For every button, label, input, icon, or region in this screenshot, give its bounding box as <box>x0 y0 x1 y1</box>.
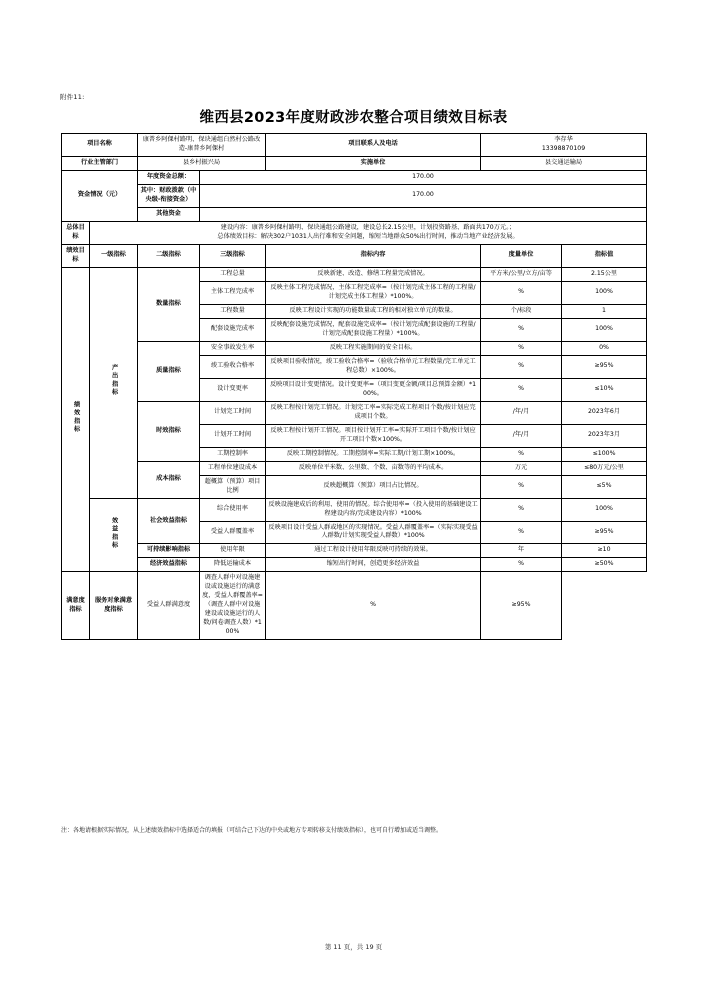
indicator-value: 100% <box>562 498 647 521</box>
indicator-content: 反映设施建成后的利用、使用的情况。综合使用率=（投入使用的基础建设工程建设内容/完成建设内容）*100% <box>266 498 481 521</box>
level2-cost-label: 成本指标 <box>138 461 200 498</box>
indicator-content: 反映工程按计划开工情况。项目按计划开工率=实际开工项目个数/按计划应开工项目个数×100%。 <box>266 424 481 447</box>
contact-phone: 13398870109 <box>541 144 586 152</box>
indicator-value: 100% <box>562 281 647 304</box>
indicator-unit: /年/月 <box>481 401 562 424</box>
indicator-unit: 万元 <box>481 461 562 475</box>
indicator-unit: % <box>481 498 562 521</box>
level3-label: 受益人群覆盖率 <box>200 521 266 544</box>
indicator-unit: % <box>481 318 562 341</box>
level3-label: 主体工程完成率 <box>200 281 266 304</box>
funds-label: 资金情况（元） <box>62 170 138 221</box>
level2-quality-label: 质量指标 <box>138 341 200 401</box>
indicator-unit: % <box>481 355 562 378</box>
page-footer: 第 11 页，共 19 页 <box>324 943 383 951</box>
level1-benefit-label: 效益指标 <box>90 498 138 572</box>
table-row-funds-fiscal <box>62 184 647 207</box>
funds-row-label-2: 其他资金 <box>138 207 200 221</box>
indicator-content: 反映单位平米数、公里数、个数、亩数等的平均成本。 <box>266 461 481 475</box>
implement-value: 县交通运输局 <box>481 156 647 170</box>
column-header-1: 一级指标 <box>90 244 138 267</box>
table-row-indicator <box>62 498 647 521</box>
indicator-unit: % <box>481 558 562 572</box>
indicator-content: 调查人群中对设施建设或设施运行的满意度，受益人群覆盖率=（调查人群中对设施建设或设施运行的人数/问卷调查人数）*100% <box>200 572 266 640</box>
project-name-label: 项目名称 <box>62 134 138 157</box>
indicator-unit: 个/标段 <box>481 304 562 318</box>
level2-social-benefit-label: 社会效益指标 <box>138 498 200 544</box>
indicator-unit: /年/月 <box>481 424 562 447</box>
indicator-content: 反映主体工程完成情况，主体工程完成率=（按计划完成主体工程的工程量/计划完成主体工程量）*100%。 <box>266 281 481 304</box>
table-row-project-name <box>62 134 647 157</box>
indicator-content: 通过工程设计使用年限反映可持续的效果。 <box>266 544 481 558</box>
indicator-value: ≥10 <box>562 544 647 558</box>
level3-label: 工程单位建设成本 <box>200 461 266 475</box>
table-row-indicator <box>62 558 647 572</box>
indicator-content: 反映工程按计划完工情况。计划完工率=实际完成工程项目个数/按计划应完成项目个数。 <box>266 401 481 424</box>
column-header-2: 二级指标 <box>138 244 200 267</box>
funds-row-label-1: 其中：财政拨款（中央级-衔接资金） <box>138 184 200 207</box>
level3-label: 工程总量 <box>200 267 266 281</box>
indicator-content: 反映项目验收情况，竣工验收合格率=（验收合格单元工程数量/完工单元工程总数）×100%。 <box>266 355 481 378</box>
department-value: 县乡村振兴局 <box>138 156 266 170</box>
column-header-0: 绩效目标 <box>62 244 90 267</box>
funds-row-value-2 <box>200 207 647 221</box>
level3-label: 受益人群满意度 <box>138 572 200 640</box>
indicator-unit: 平方米/公里/立方/亩等 <box>481 267 562 281</box>
level2-quantity-label: 数量指标 <box>138 267 200 341</box>
indicator-unit: 年 <box>481 544 562 558</box>
table-header-row <box>62 244 647 267</box>
funds-row-value-1: 170.00 <box>200 184 647 207</box>
table-row-indicator <box>62 401 647 424</box>
indicator-content: 反映工程设计实现的功能数量或工程的相对独立单元的数量。 <box>266 304 481 318</box>
indicator-content: 反映配套设施完成情况，配套设施完成率=（按计划完成配套设施的工程量/计划完成配套设施工程量）*100%。 <box>266 318 481 341</box>
contact-value <box>481 134 647 157</box>
table-row-indicator <box>62 461 647 475</box>
indicator-unit: % <box>481 378 562 401</box>
indicator-content: 反映超概算（预算）项目占比情况。 <box>266 475 481 498</box>
level3-label: 工程数量 <box>200 304 266 318</box>
implement-label: 实施单位 <box>266 156 481 170</box>
contact-name: 李存华 <box>554 136 573 143</box>
column-header-3: 三级指标 <box>200 244 266 267</box>
table-row-funds-total <box>62 170 647 184</box>
table-row-overall-goal <box>62 221 647 244</box>
indicator-value: ≥95% <box>562 521 647 544</box>
funds-row-label-0: 年度资金总额： <box>138 170 200 184</box>
indicator-value: ≤100% <box>562 447 647 461</box>
level3-label: 降低运输成本 <box>200 558 266 572</box>
level1-output-label: 产出指标 <box>90 267 138 498</box>
table-row-indicator <box>62 267 647 281</box>
indicator-unit: % <box>481 341 562 355</box>
indicator-unit: % <box>481 475 562 498</box>
indicator-content: 反映新建、改造、修缮工程量完成情况。 <box>266 267 481 281</box>
table-row-indicator <box>62 544 647 558</box>
indicator-unit: % <box>266 572 481 640</box>
indicator-unit: % <box>481 447 562 461</box>
contact-label: 项目联系人及电话 <box>266 134 481 157</box>
level3-label: 计划开工时间 <box>200 424 266 447</box>
overall-goal-line-1: 建设内容：康普乡阿倮村路明、保块通组公路建设，建设总长2.15公里，计划投资路基、路面共170万元。； <box>220 223 516 231</box>
indicator-value: ≥95% <box>481 572 562 640</box>
page-title: 维西县2023年度财政涉农整合项目绩效目标表 <box>199 110 508 126</box>
level3-label: 配套设施完成率 <box>200 318 266 341</box>
indicator-value: ≤10% <box>562 378 647 401</box>
overall-goal-line-2: 总体绩效目标：解决302户1031人出行难和安全问题，缩短当地群众50%出行时间，推动当地产业经济发展。 <box>217 232 519 240</box>
level3-label: 竣工验收合格率 <box>200 355 266 378</box>
indicator-content: 反映工期控制情况。工期控制率=实际工期/计划工期×100%。 <box>266 447 481 461</box>
indicator-content: 反映项目设计受益人群或地区的实现情况。受益人群覆盖率=（实际实现受益人群数/计划实现受益人群数）*100% <box>266 521 481 544</box>
column-header-6: 指标值 <box>562 244 647 267</box>
indicator-content: 反映项目设计变更情况。设计变更率=（项目变更金额/项目总预算金额）*100%。 <box>266 378 481 401</box>
indicator-unit: % <box>481 521 562 544</box>
attachment-label: 附件11: <box>60 93 85 101</box>
indicator-value: 1 <box>562 304 647 318</box>
indicator-value: ≤5% <box>562 475 647 498</box>
indicator-value: ≥50% <box>562 558 647 572</box>
performance-target-table <box>61 133 647 640</box>
table-row-indicator <box>62 572 647 640</box>
indicator-value: 2023年6月 <box>562 401 647 424</box>
level3-label: 计划完工时间 <box>200 401 266 424</box>
indicator-value: 100% <box>562 318 647 341</box>
level2-service-satisfaction-label: 服务对象满意度指标 <box>90 572 138 640</box>
table-row-indicator <box>62 341 647 355</box>
department-label: 行业主管部门 <box>62 156 138 170</box>
project-name-value: 康普乡阿倮村路明、保块通组白然村公路改造-康普乡阿倮村 <box>138 134 266 157</box>
column-header-5: 度量单位 <box>481 244 562 267</box>
level2-sustainable-label: 可持续影响指标 <box>138 544 200 558</box>
indicator-content: 反映工程实施期间的安全目标。 <box>266 341 481 355</box>
level3-label: 综合使用率 <box>200 498 266 521</box>
overall-goal-label: 总体目标 <box>62 221 90 244</box>
perf-indicator-label: 绩效指标 <box>62 267 90 572</box>
table-footnote: 注：各地请根据实际情况，从上述绩效指标中选择适合的填报（可结合己下达的中央或地方专项转移支付绩效指标），也可自行增加或适当调整。 <box>61 827 443 834</box>
level3-label: 工期控制率 <box>200 447 266 461</box>
indicator-value: 2023年3月 <box>562 424 647 447</box>
table-row-department <box>62 156 647 170</box>
level3-label: 使用年限 <box>200 544 266 558</box>
column-header-4: 指标内容 <box>266 244 481 267</box>
indicator-content: 缩短出行时间，创造更多经济效益 <box>266 558 481 572</box>
level3-label: 设计变更率 <box>200 378 266 401</box>
table-row-funds-other <box>62 207 647 221</box>
indicator-value: ≥95% <box>562 355 647 378</box>
indicator-unit: % <box>481 281 562 304</box>
indicator-value: 0% <box>562 341 647 355</box>
indicator-value: 2.15公里 <box>562 267 647 281</box>
level3-label: 超概算（预算）项目比例 <box>200 475 266 498</box>
level1-satisfaction-label: 满意度指标 <box>62 572 90 640</box>
level2-timeliness-label: 时效指标 <box>138 401 200 461</box>
level2-economic-benefit-label: 经济效益指标 <box>138 558 200 572</box>
indicator-value: ≤80万元/公里 <box>562 461 647 475</box>
funds-row-value-0: 170.00 <box>200 170 647 184</box>
level3-label: 安全事故发生率 <box>200 341 266 355</box>
overall-goal-text <box>90 221 647 244</box>
